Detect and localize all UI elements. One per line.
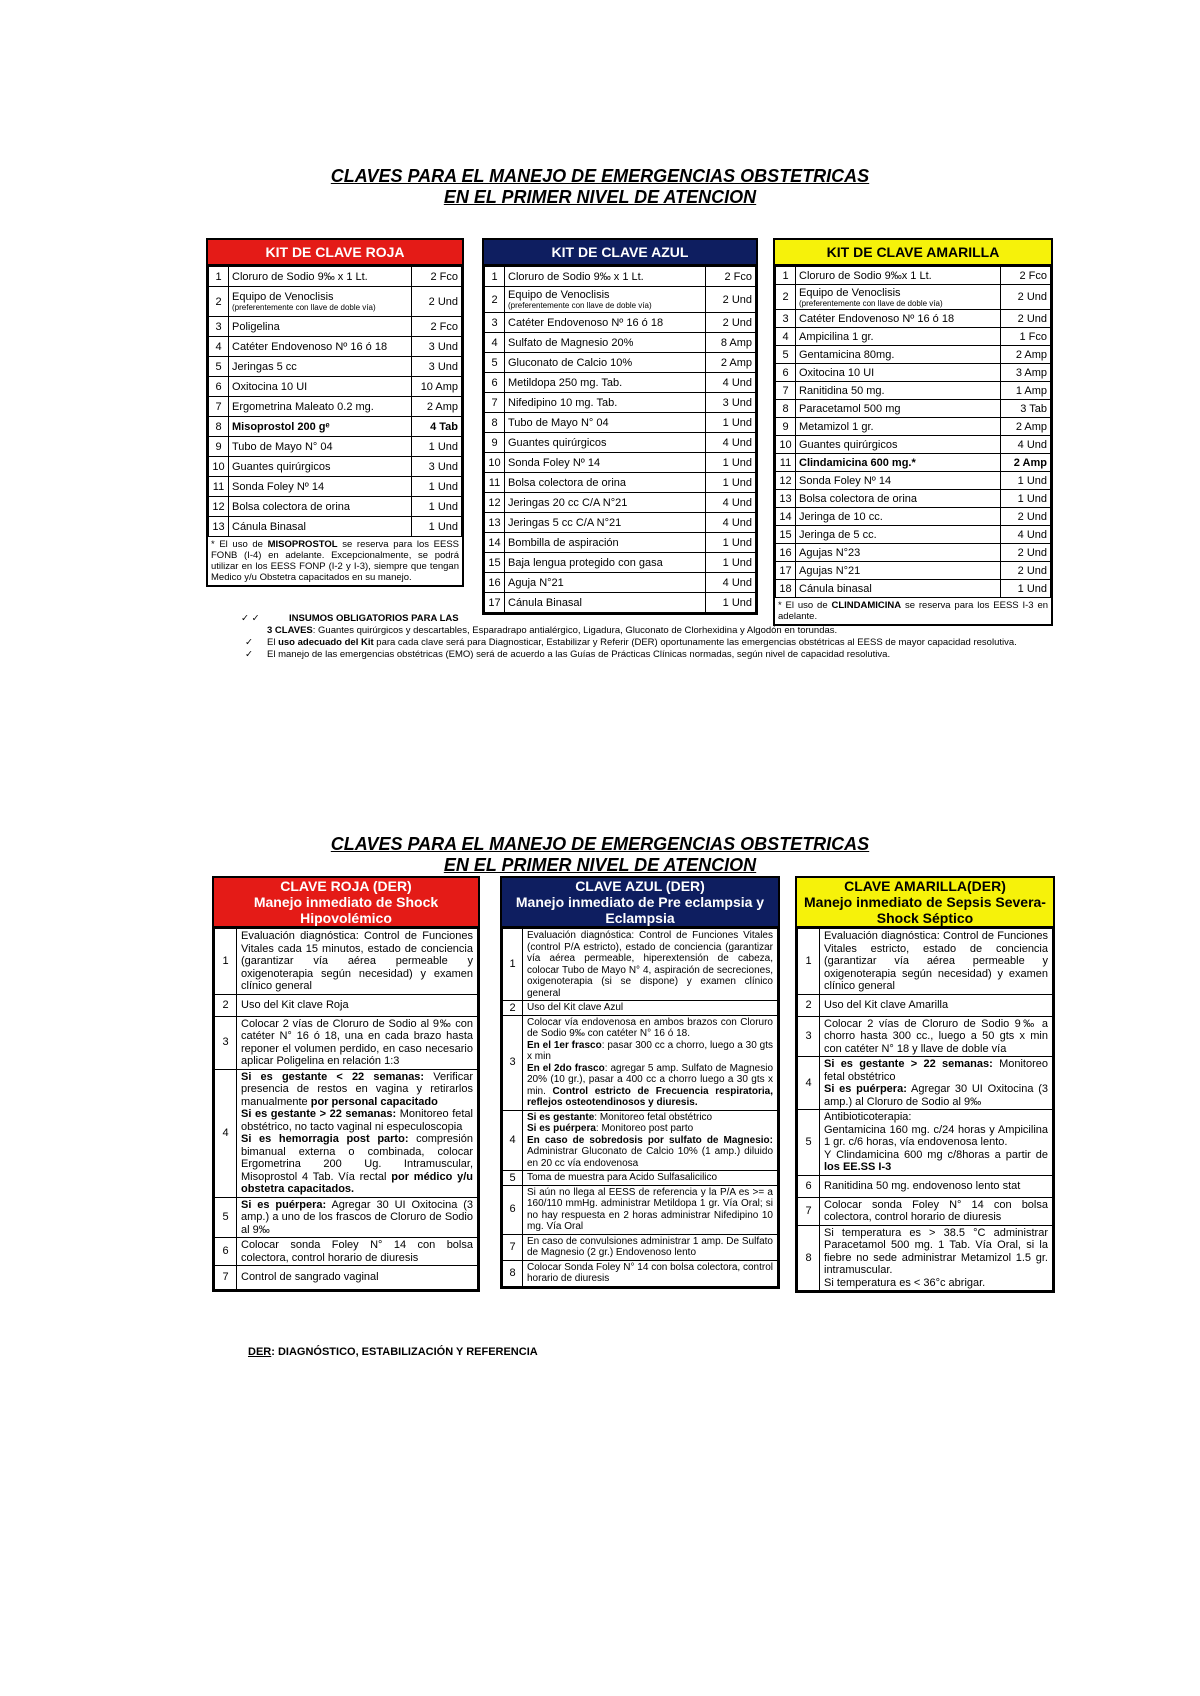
table-row: 11 Clindamicina 600 mg.* 2 Amp — [776, 454, 1051, 472]
table-row: 1 Cloruro de Sodio 9‰ x 1 Lt. 2 Fco — [485, 267, 756, 287]
table-row: 2 Equipo de Venoclisis (preferentemente con llave de doble vía) 2 Und — [776, 285, 1051, 310]
table-row: 3 Catéter Endovenoso Nº 16 ó 18 2 Und — [776, 310, 1051, 328]
table-row: 5 Gluconato de Calcio 10% 2 Amp — [485, 353, 756, 373]
table-row: 4 Si es gestante > 22 semanas: Monitoreo fetal obstétrico Si es puérpera: Agregar 30 UI Oxitocina (3 amp.) al Cloruro de Sodio al 9‰ — [798, 1057, 1053, 1110]
table-row: 8 Misoprostol 200 gᵉ 4 Tab — [209, 417, 462, 437]
table-row: 12 Jeringas 20 cc C/A N°21 4 Und — [485, 493, 756, 513]
table-row: 6 Oxitocina 10 UI 10 Amp — [209, 377, 462, 397]
table-row: 7 Ranitidina 50 mg. 1 Amp — [776, 382, 1051, 400]
table-row: 2 Equipo de Venoclisis (preferentemente con llave de doble vía) 2 Und — [485, 287, 756, 313]
check-notes — [241, 613, 1035, 661]
table-row: 10 Guantes quirúrgicos 4 Und — [776, 436, 1051, 454]
der-amarilla-header: CLAVE AMARILLA(DER) Manejo inmediato de Sepsis Severa-Shock Séptico — [797, 878, 1053, 928]
kit-clave-roja — [206, 238, 464, 587]
kit-roja-table — [208, 266, 462, 537]
table-row: 13 Jeringas 5 cc C/A N°21 4 Und — [485, 513, 756, 533]
table-row: 12 Bolsa colectora de orina 1 Und — [209, 497, 462, 517]
table-row: 2 Uso del Kit clave Azul — [503, 1001, 778, 1016]
top-title — [0, 166, 1200, 208]
table-row: 15 Jeringa de 5 cc. 4 Und — [776, 526, 1051, 544]
table-row: 2 Uso del Kit clave Roja — [215, 994, 478, 1016]
table-row: 9 Guantes quirúrgicos 4 Und — [485, 433, 756, 453]
der-roja-table — [214, 928, 478, 1290]
kit-roja-note: * El uso de MISOPROSTOL se reserva para los EESS FONB (I-4) en adelante. Excepcionalmente, se podrá utilizar en los EESS FONP (I-2 y I-3), siempre que tengan Medico y/u Obstetra capacitados en su manejo. — [211, 539, 459, 583]
table-row: 3 Colocar 2 vías de Cloruro de Sodio al 9‰ con catéter N° 16 ó 18, una en cada brazo hasta reponer el volumen perdido, en caso necesario aplicar Poligelina en relación 1:3 — [215, 1016, 478, 1069]
table-row: 12 Sonda Foley Nº 14 1 Und — [776, 472, 1051, 490]
table-row: 7 Ergometrina Maleato 0.2 mg. 2 Amp — [209, 397, 462, 417]
table-row: 9 Tubo de Mayo N° 04 1 Und — [209, 437, 462, 457]
kit-amarilla-table — [775, 266, 1051, 598]
kit-clave-azul — [482, 238, 758, 615]
der-clave-roja — [212, 876, 480, 1292]
table-row: 15 Baja lengua protegido con gasa 1 Und — [485, 553, 756, 573]
table-row: 1 Cloruro de Sodio 9‰ x 1 Lt. 2 Fco — [209, 267, 462, 287]
table-row: 14 Bombilla de aspiración 1 Und — [485, 533, 756, 553]
table-row: 8 Paracetamol 500 mg 3 Tab — [776, 400, 1051, 418]
table-row: 6 Oxitocina 10 UI 3 Amp — [776, 364, 1051, 382]
table-row: 17 Cánula Binasal 1 Und — [485, 593, 756, 613]
table-row: 16 Agujas N°23 2 Und — [776, 544, 1051, 562]
der-azul-header: CLAVE AZUL (DER) Manejo inmediato de Pre eclampsia y Eclampsia — [502, 878, 778, 928]
table-row: 5 Antibioticoterapia: Gentamicina 160 mg. c/24 horas y Ampicilina 1 gr. c/6 horas, vía endovenosa lento. Y Clindamicina 600 mg c/8horas a partir de los EE.SS I-3 — [798, 1110, 1053, 1176]
table-row: 6 Ranitidina 50 mg. endovenoso lento stat — [798, 1175, 1053, 1197]
der-clave-amarilla — [795, 876, 1055, 1293]
table-row: 4 Catéter Endovenoso Nº 16 ó 18 3 Und — [209, 337, 462, 357]
der-clave-azul — [500, 876, 780, 1289]
table-row: 3 Colocar vía endovenosa en ambos brazos con Cloruro de Sodio 9‰ con catéter N° 16 ó 18. En el 1er frasco: pasar 300 cc a chorro, luego a 30 gts x min En el 2do frasco: agregar 5 amp. Sulfato de Magnesio 20% (10 gr.), pasar a 400 cc a chorro luego a 30 gts x min. Control estricto de Frecuencia respiratoria, reflejos osteotendinosos y diuresis. — [503, 1015, 778, 1110]
bottom-title-line1: CLAVES PARA EL MANEJO DE EMERGENCIAS OBSTETRICAS — [330, 834, 870, 854]
table-row: 5 Toma de muestra para Acido Sulfasalicilico — [503, 1171, 778, 1186]
table-row: 13 Cánula Binasal 1 Und — [209, 517, 462, 537]
table-row: 10 Sonda Foley Nº 14 1 Und — [485, 453, 756, 473]
table-row: 8 Tubo de Mayo N° 04 1 Und — [485, 413, 756, 433]
kit-amarilla-note: * El uso de CLINDAMICINA se reserva para los EESS I-3 en adelante. — [778, 600, 1049, 622]
table-row: 2 Equipo de Venoclisis (preferentemente con llave de doble vía) 2 Und — [209, 287, 462, 317]
der-azul-table — [502, 928, 778, 1287]
kit-azul-title: KIT DE CLAVE AZUL — [484, 240, 756, 266]
table-row: 9 Metamizol 1 gr. 2 Amp — [776, 418, 1051, 436]
table-row: 1 Evaluación diagnóstica: Control de Funciones Vitales (control P/A estricto), estado de conciencia (garantizar vía aérea permeable, hiperextensión de cabeza, colocar Tubo de Mayo N° 4, aspiración de secreciones, oxigenoterapia (si se dispone) y examen clínico general — [503, 929, 778, 1001]
table-row: 5 Si es puérpera: Agregar 30 UI Oxitocina (3 amp.) a uno de los frascos de Cloruro de Sodio al 9‰ — [215, 1197, 478, 1238]
table-row: 7 Control de sangrado vaginal — [215, 1266, 478, 1290]
kit-amarilla-title: KIT DE CLAVE AMARILLA — [775, 240, 1051, 266]
table-row: 11 Sonda Foley Nº 14 1 Und — [209, 477, 462, 497]
table-row: 6 Si aún no llega al EESS de referencia y la P/A es >= a 160/110 mmHg. administrar Metildopa 1 gr. Vía Oral; si no hay respuesta en 2 horas administrar Nifedipino 10 mg. Vía Oral — [503, 1185, 778, 1234]
table-row: 4 Si es gestante: Monitoreo fetal obstétrico Si es puérpera: Monitoreo post parto En caso de sobredosis por sulfato de Magnesio: Administrar Gluconato de Calcio 10% (1 amp.) diluido en 20 cc vía endovenosa — [503, 1110, 778, 1171]
table-row: 14 Jeringa de 10 cc. 2 Und — [776, 508, 1051, 526]
table-row: 1 Evaluación diagnóstica: Control de Funciones Vitales cada 15 minutos, estado de conciencia (garantizar vía aérea permeable y oxigenoterapia según necesidad) y examen clínico general — [215, 929, 478, 995]
table-row: 11 Bolsa colectora de orina 1 Und — [485, 473, 756, 493]
top-title-line2: EN EL PRIMER NIVEL DE ATENCION — [443, 187, 757, 207]
table-row: 18 Cánula binasal 1 Und — [776, 580, 1051, 598]
table-row: 5 Gentamicina 80mg. 2 Amp — [776, 346, 1051, 364]
check-item-1: ✓ ✓ INSUMOS OBLIGATORIOS PARA LAS — [241, 613, 459, 624]
table-row: 4 Si es gestante < 22 semanas: Verificar presencia de restos en vagina y retirarlos manualmente por personal capacitado Si es gestante > 22 semanas: Monitoreo fetal obstétrico, no tacto vaginal ni especuloscopia Si es hemorragia post parto: compresión bimanual externa o combinada, colocar Ergometrina 200 Ug. Intramuscular, Misoprostol 4 Tab. Vía rectal por médico y/u obstetra capacitados. — [215, 1069, 478, 1197]
check-icon: ✓ — [245, 649, 253, 660]
der-roja-header: CLAVE ROJA (DER) Manejo inmediato de Shock Hipovolémico — [214, 878, 478, 928]
check-icon: ✓ ✓ — [241, 613, 260, 624]
table-row: 7 En caso de convulsiones administrar 1 amp. De Sulfato de Magnesio (2 gr.) Endovenoso lento — [503, 1234, 778, 1260]
der-footnote: DER: DIAGNÓSTICO, ESTABILIZACIÓN Y REFERENCIA — [248, 1346, 538, 1358]
kit-clave-amarilla — [773, 238, 1053, 626]
table-row: 3 Colocar 2 vías de Cloruro de Sodio 9‰ a chorro hasta 300 cc., luego a 50 gts x min con catéter N° 18 y llave de doble vía — [798, 1016, 1053, 1057]
der-amarilla-table — [797, 928, 1053, 1291]
table-row: 7 Colocar sonda Foley N° 14 con bolsa colectora, control horario de diuresis — [798, 1197, 1053, 1225]
table-row: 4 Ampicilina 1 gr. 1 Fco — [776, 328, 1051, 346]
table-row: 6 Metildopa 250 mg. Tab. 4 Und — [485, 373, 756, 393]
check-icon: ✓ — [245, 637, 253, 648]
top-title-line1: CLAVES PARA EL MANEJO DE EMERGENCIAS OBSTETRICAS — [330, 166, 870, 186]
table-row: 13 Bolsa colectora de orina 1 Und — [776, 490, 1051, 508]
table-row: 3 Poligelina 2 Fco — [209, 317, 462, 337]
table-row: 4 Sulfato de Magnesio 20% 8 Amp — [485, 333, 756, 353]
table-row: 3 Catéter Endovenoso Nº 16 ó 18 2 Und — [485, 313, 756, 333]
table-row: 8 Colocar Sonda Foley N° 14 con bolsa colectora, control horario de diuresis — [503, 1260, 778, 1286]
table-row: 7 Nifedipino 10 mg. Tab. 3 Und — [485, 393, 756, 413]
bottom-title-line2: EN EL PRIMER NIVEL DE ATENCION — [443, 855, 757, 875]
table-row: 17 Agujas N°21 2 Und — [776, 562, 1051, 580]
table-row: 1 Cloruro de Sodio 9‰x 1 Lt. 2 Fco — [776, 267, 1051, 285]
table-row: 1 Evaluación diagnóstica: Control de Funciones Vitales estricto, estado de conciencia (garantizar vía aérea permeable y oxigenoterapia según necesidad) y examen clínico general — [798, 929, 1053, 995]
kit-roja-title: KIT DE CLAVE ROJA — [208, 240, 462, 266]
table-row: 16 Aguja N°21 4 Und — [485, 573, 756, 593]
check-item-3: ✓ El manejo de las emergencias obstétricas (EMO) será de acuerdo a las Guías de Prácticas Clínicas normadas, según nivel de capacidad resolutiva. — [245, 649, 891, 660]
table-row: 2 Uso del Kit clave Amarilla — [798, 994, 1053, 1016]
kit-azul-table — [484, 266, 756, 613]
table-row: 10 Guantes quirúrgicos 3 Und — [209, 457, 462, 477]
check-item-2: ✓ El uso adecuado del Kit para cada clave será para Diagnosticar, Estabilizar y Referir (DER) oportunamente las emergencias obstétricas al EESS de mayor capacidad resolutiva. — [245, 637, 1017, 648]
table-row: 5 Jeringas 5 cc 3 Und — [209, 357, 462, 377]
check-item-1-cont: 3 CLAVES: Guantes quirúrgicos y descartables, Esparadrapo antialérgico, Ligadura, Gluconato de Clorhexidina y Algodón en torundas. — [267, 625, 838, 636]
bottom-title — [0, 834, 1200, 876]
table-row: 8 Si temperatura es > 38.5 °C administrar Paracetamol 500 mg. 1 Tab. Vía Oral, si la fiebre no sede administrar Metamizol 1.5 gr. intramuscular. Si temperatura es < 36°c abrigar. — [798, 1225, 1053, 1291]
table-row: 6 Colocar sonda Foley N° 14 con bolsa colectora, control horario de diuresis — [215, 1238, 478, 1266]
